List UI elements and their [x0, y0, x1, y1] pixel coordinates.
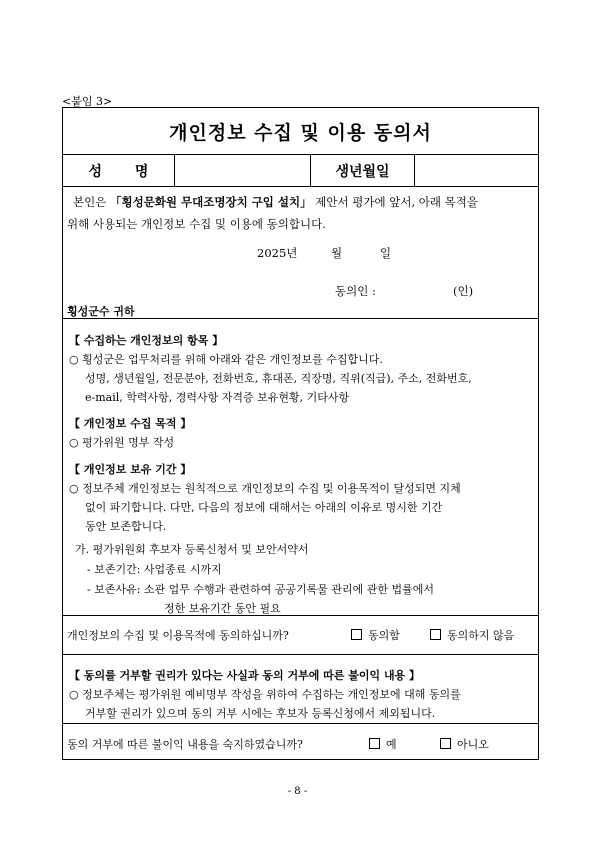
name-field[interactable] — [175, 155, 311, 186]
retention-line-1: ○ 정보주체 개인정보는 원칙적으로 개인정보의 수집 및 이용목적이 달성되면 지체 — [69, 482, 461, 495]
retention-line-2: 없이 파기합니다. 다만, 다음의 정보에 대해서는 아래의 이유로 명시한 기간 — [85, 501, 443, 514]
refusal-line-2: 거부할 권리가 있으며 동의 거부 시에는 후보자 등록신청에서 제외됩니다. — [85, 707, 436, 720]
retention-line-4: 가. 평가위원회 후보자 등록신청서 및 보안서약서 — [75, 543, 309, 556]
info-sections — [63, 319, 538, 615]
items-line-1: ○ 횡성군은 업무처리를 위해 아래와 같은 개인정보를 수집합니다. — [69, 353, 383, 366]
refusal-line-1: ○ 정보주체는 평가위원 예비명부 작성을 위하여 수집하는 개인정보에 대해 동의를 — [69, 688, 461, 701]
signer-label: 동의인 : — [335, 284, 376, 298]
retention-line-7: 정한 보유기간 동안 필요 — [164, 602, 281, 615]
refusal-no-option[interactable]: 아니오 — [440, 736, 489, 752]
consent-line-2: 위해 사용되는 개인정보 수집 및 이용에 동의합니다. — [67, 217, 326, 231]
seal-mark: (인) — [453, 284, 474, 298]
date-year: 2025년 — [257, 246, 298, 260]
consent-form — [62, 107, 539, 760]
consent-question-row — [63, 616, 538, 654]
refusal-heading: 【 동의를 거부할 권리가 있다는 사실과 동의 거부에 따른 불이익 내용 】 — [69, 669, 421, 682]
page-number: - 8 - — [287, 786, 308, 797]
consent-question: 개인정보의 수집 및 이용목적에 동의하십니까? — [67, 629, 289, 642]
refusal-question-row — [63, 724, 538, 760]
consent-yes-option[interactable]: 동의함 — [351, 627, 400, 643]
date-month: 월 — [331, 246, 343, 260]
consent-line-1: 본인은 「횡성문화원 무대조명장치 구입 설치」 제안서 평가에 앞서, 아래 목적을 — [73, 195, 478, 209]
form-title: 개인정보 수집 및 이용 동의서 — [63, 108, 538, 155]
retention-line-3: 동안 보존합니다. — [85, 520, 167, 533]
refusal-section — [63, 655, 538, 723]
consent-statement — [63, 187, 538, 319]
attachment-label: <붙임 3> — [62, 95, 113, 108]
items-line-3: e-mail, 학력사항, 경력사항 자격증 보유현황, 기타사항 — [85, 391, 350, 404]
name-birth-row — [63, 155, 538, 187]
refusal-yes-option[interactable]: 예 — [369, 736, 397, 752]
checkbox-icon[interactable] — [369, 738, 380, 749]
items-line-2: 성명, 생년월일, 전문분야, 전화번호, 휴대폰, 직장명, 직위(직급), 주소, 전화번호, — [85, 372, 472, 385]
project-name: 「횡성문화원 무대조명장치 구입 설치」 — [109, 195, 312, 209]
checkbox-icon[interactable] — [430, 629, 441, 640]
purpose-heading: 【 개인정보 수집 목적 】 — [69, 417, 192, 430]
refusal-question: 동의 거부에 따른 불이익 내용을 숙지하였습니까? — [67, 738, 303, 751]
retention-line-6: - 보존사유: 소관 업무 수행과 관련하여 공공기록물 관리에 관한 법률에서 — [87, 583, 435, 596]
purpose-line-1: ○ 평가위원 명부 작성 — [69, 436, 175, 449]
date-day: 일 — [380, 246, 392, 260]
checkbox-icon[interactable] — [351, 629, 362, 640]
addressee: 횡성군수 귀하 — [67, 305, 135, 318]
checkbox-icon[interactable] — [440, 738, 451, 749]
birth-label: 생년월일 — [311, 155, 415, 186]
consent-no-option[interactable]: 동의하지 않음 — [430, 627, 514, 643]
birth-field[interactable] — [415, 155, 538, 186]
retention-line-5: - 보존기간: 사업종료 시까지 — [87, 563, 222, 576]
retention-heading: 【 개인정보 보유 기간 】 — [69, 463, 192, 476]
name-label: 성 명 — [63, 155, 175, 186]
items-heading: 【 수집하는 개인정보의 항목 】 — [69, 334, 224, 347]
